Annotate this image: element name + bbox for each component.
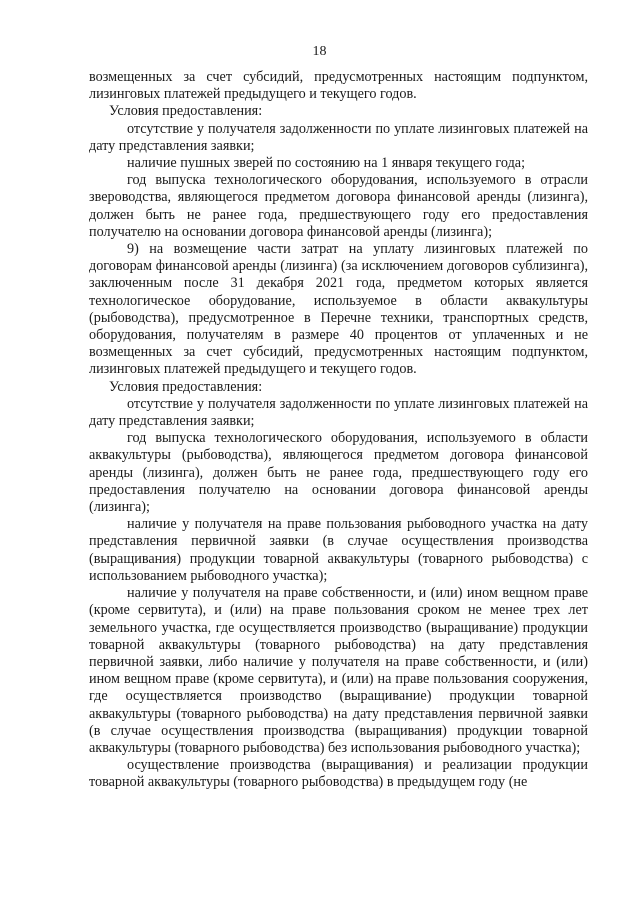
paragraph-condition: год выпуска технологического оборудования, используемого в области аквакультуры (рыбоводства), являющегося предметом договора финансовой аренды (лизинга), должен быть не ранее года, предшествующего году его предоставления получателю на основании договора финансовой аренды (лизинга); xyxy=(89,430,588,516)
conditions-heading: Условия предоставления: xyxy=(109,103,263,120)
paragraph-condition: отсутствие у получателя задолженности по уплате лизинговых платежей на дату представления заявки; xyxy=(89,395,588,430)
paragraph-condition: год выпуска технологического оборудования, используемого в отрасли звероводства, являющегося предметом договора финансовой аренды (лизинга), должен быть не ранее года, предшествующего году его предоставления получателю на основании договора финансовой аренды (лизинга); xyxy=(89,172,588,240)
paragraph-condition: наличие пушных зверей по состоянию на 1 января текущего года; xyxy=(127,155,526,172)
paragraph-condition: наличие у получателя на праве пользования рыбоводного участка на дату представления первичной заявки (в случае осуществления производства (выращивания) продукции товарной аквакультуры (товарного рыбоводства) с использованием рыбоводного участка); xyxy=(89,516,588,584)
paragraph-condition: наличие у получателя на праве собственности, и (или) ином вещном праве (кроме сервитута), и (или) на праве пользования сроком не менее трех лет земельного участка, где осуществляется производство (выращивание) продукции товарной аквакультуры (товарного рыбоводства) на дату представления первичной заявки, либо наличие у получателя на праве собственности, и (или) ином вещном праве (кроме сервитута), и (или) на праве пользования сооружения, где осуществляется производство (выращивание) продукции товарной аквакультуры (товарного рыбоводства) на дату представления первичной заявки (в случае осуществления производства (выращивания) продукции товарной аквакультуры (товарного рыбоводства) без использования рыбоводного участка); xyxy=(89,585,588,756)
paragraph-condition: отсутствие у получателя задолженности по уплате лизинговых платежей на дату представления заявки; xyxy=(89,120,588,154)
conditions-heading: Условия предоставления: xyxy=(109,378,263,395)
paragraph-item-9: 9) на возмещение части затрат на уплату лизинговых платежей по договорам финансовой аренды (лизинга) (за исключением договоров сублизинга), заключенным после 31 декабря 2021 года, предметом которых является технологическое оборудование, используемое в области аквакультуры (рыбоводства), предусмотренное в Перечне техники, транспортных средств, оборудования, получателям в размере 40 процентов от уплаченных и не возмещенных за счет субсидий, предусмотренных настоящим подпунктом, лизинговых платежей предыдущего и текущего годов. xyxy=(89,241,588,378)
page-number: 18 xyxy=(312,44,327,59)
paragraph-condition: осуществление производства (выращивания) и реализации продукции товарной аквакультуры (товарного рыбоводства) в предыдущем году (не xyxy=(89,757,588,791)
document-body xyxy=(89,69,588,792)
paragraph-continuation: возмещенных за счет субсидий, предусмотренных настоящим подпунктом, лизинговых платежей предыдущего и текущего годов. xyxy=(89,69,588,103)
